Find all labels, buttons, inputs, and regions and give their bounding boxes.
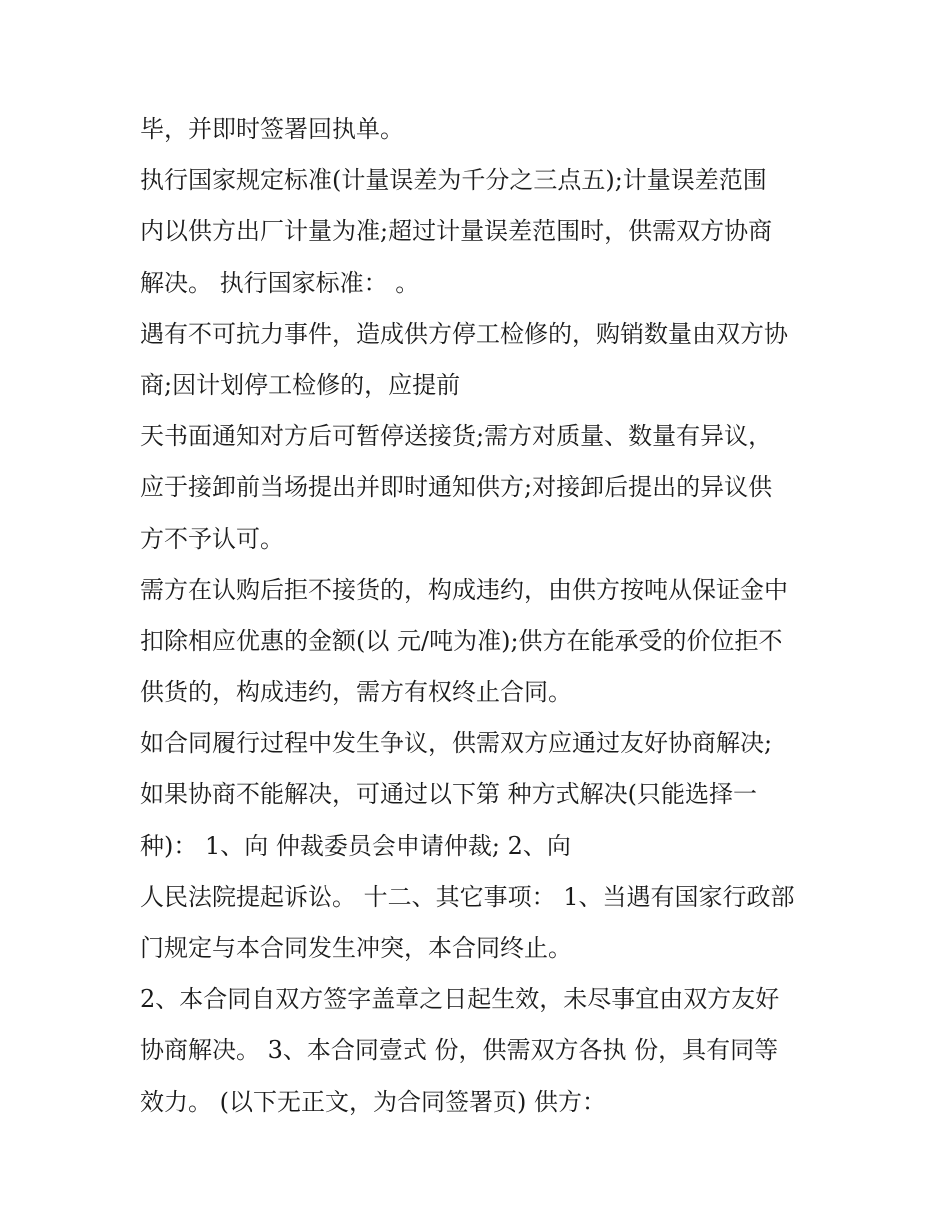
text-line: 方不予认可。	[140, 524, 284, 553]
text-line: 毕，并即时签署回执单。	[140, 115, 404, 143]
text-line: 天书面通知对方后可暂停送接货;需方对质量、数量有异议，	[140, 422, 773, 451]
text-line: 解决。 执行国家标准： 。	[140, 268, 420, 297]
text-line: 如合同履行过程中发生争议，供需双方应通过友好协商解决;	[140, 729, 773, 758]
text-line: 需方在认购后拒不接货的，构成违约，由供方按吨从保证金中	[140, 575, 788, 604]
text-line: 扣除相应优惠的金额(以 元/吨为准);供方在能承受的价位拒不	[140, 626, 783, 655]
text-line: 效力。 (以下无正文，为合同签署页) 供方：	[140, 1087, 606, 1116]
text-line: 商;因计划停工检修的，应提前	[140, 370, 461, 399]
text-line: 人民法院提起诉讼。 十二、其它事项： 1、当遇有国家行政部	[140, 882, 795, 911]
contract-text-body	[140, 104, 840, 1128]
text-line: 协商解决。 3、本合同壹式 份，供需双方各执 份，具有同等	[140, 1036, 779, 1065]
text-line: 供货的，构成违约，需方有权终止合同。	[140, 678, 572, 707]
text-line: 内以供方出厂计量为准;超过计量误差范围时，供需双方协商	[140, 217, 773, 246]
text-line: 执行国家规定标准(计量误差为千分之三点五);计量误差范围	[140, 166, 767, 195]
text-line: 如果协商不能解决，可通过以下第 种方式解决(只能选择一	[140, 780, 757, 809]
text-line: 应于接卸前当场提出并即时通知供方;对接卸后提出的异议供	[140, 473, 773, 502]
text-line: 门规定与本合同发生冲突，本合同终止。	[140, 934, 572, 962]
text-line: 种)： 1、向 仲裁委员会申请仲裁; 2、向	[140, 831, 571, 860]
text-line: 2、本合同自双方签字盖章之日起生效，未尽事宜由双方友好	[140, 985, 780, 1014]
text-line: 遇有不可抗力事件，造成供方停工检修的，购销数量由双方协	[140, 319, 788, 348]
